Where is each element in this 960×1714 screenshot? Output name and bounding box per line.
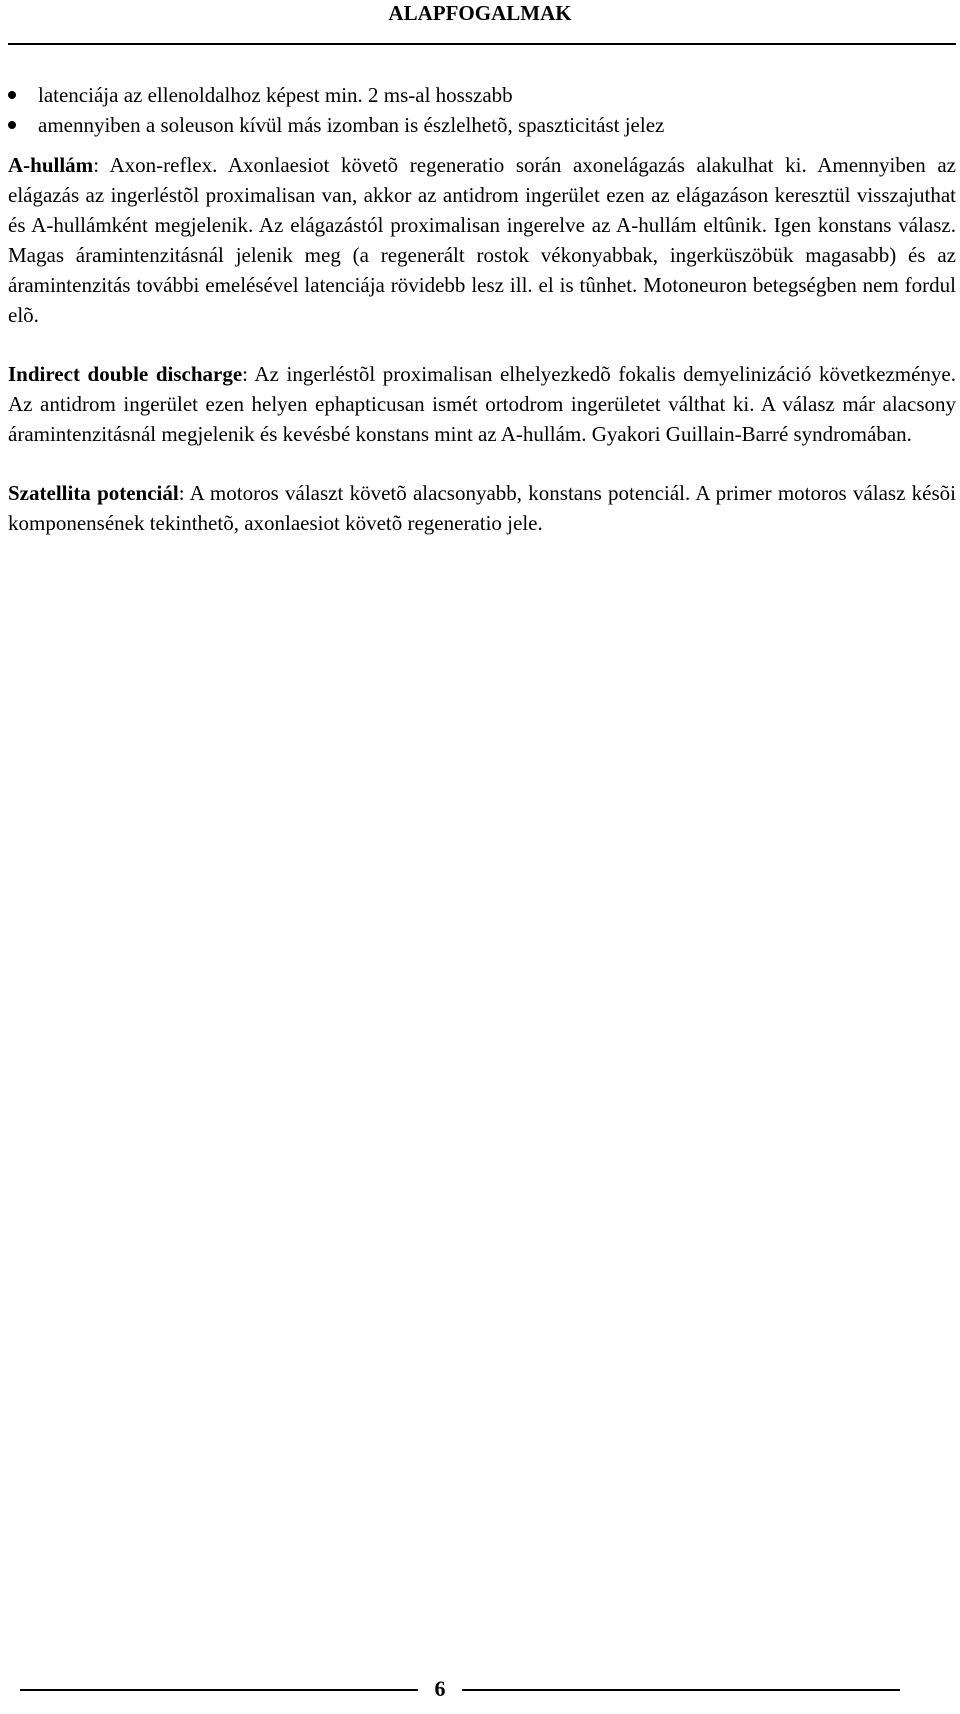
page-number: 6	[434, 1676, 446, 1701]
term-indirect-double-discharge: Indirect double discharge	[8, 362, 243, 386]
term-satellite-potential: Szatellita potenciál	[8, 481, 179, 505]
paragraph-indirect-double-discharge	[8, 359, 956, 449]
bullet-list	[8, 80, 956, 140]
bullet-icon	[8, 91, 16, 99]
footer-rule-left	[20, 1689, 418, 1691]
page-header-title: ALAPFOGALMAK	[388, 1, 572, 25]
list-item-text: amennyiben a soleuson kívül más izomban is észlelhetõ, spaszticitást jelez	[38, 113, 665, 137]
list-item-text: latenciája az ellenoldalhoz képest min. 2 ms-al hosszabb	[38, 83, 513, 107]
paragraph-a-wave	[8, 150, 956, 330]
header-rule	[8, 43, 956, 45]
definition-satellite-potential: : A motoros választ követõ alacsonyabb, konstans potenciál. A primer motoros válasz késõi komponensének tekinthetõ, axonlaesiot követõ regeneratio jele.	[8, 481, 956, 535]
list-item	[8, 80, 956, 110]
list-item	[8, 110, 956, 140]
definition-a-wave: : Axon-reflex. Axonlaesiot követõ regeneratio során axonelágazás alakulhat ki. Amennyiben az elágazás az ingerléstõl proximalisan van, akkor az antidrom ingerület ezen az elágazáson keresztül visszajuthat és A-hullámként megjelenik. Az elágazástól proximalisan ingerelve az A-hullám eltûnik. Igen konstans válasz. Magas áramintenzitásnál jelenik meg (a regenerált rostok vékonyabbak, ingerküszöbük magasabb) és az áramintenzitás további emelésével latenciája rövidebb lesz ill. el is tûnhet. Motoneuron betegségben nem fordul elõ.	[8, 153, 956, 327]
paragraph-satellite-potential	[8, 478, 956, 538]
footer-rule-right	[462, 1689, 900, 1691]
document-body	[8, 80, 956, 567]
bullet-icon	[8, 121, 16, 129]
term-a-wave: A-hullám	[8, 153, 94, 177]
definition-indirect-double-discharge: : Az ingerléstõl proximalisan elhelyezkedõ fokalis demyelinizáció következménye. Az antidrom ingerület ezen helyen ephapticusan ismét ortodrom ingerületet válthat ki. A válasz már alacsony áramintenzitásnál megjelenik és kevésbé konstans mint az A-hullám. Gyakori Guillain-Barré syndromában.	[8, 362, 956, 446]
